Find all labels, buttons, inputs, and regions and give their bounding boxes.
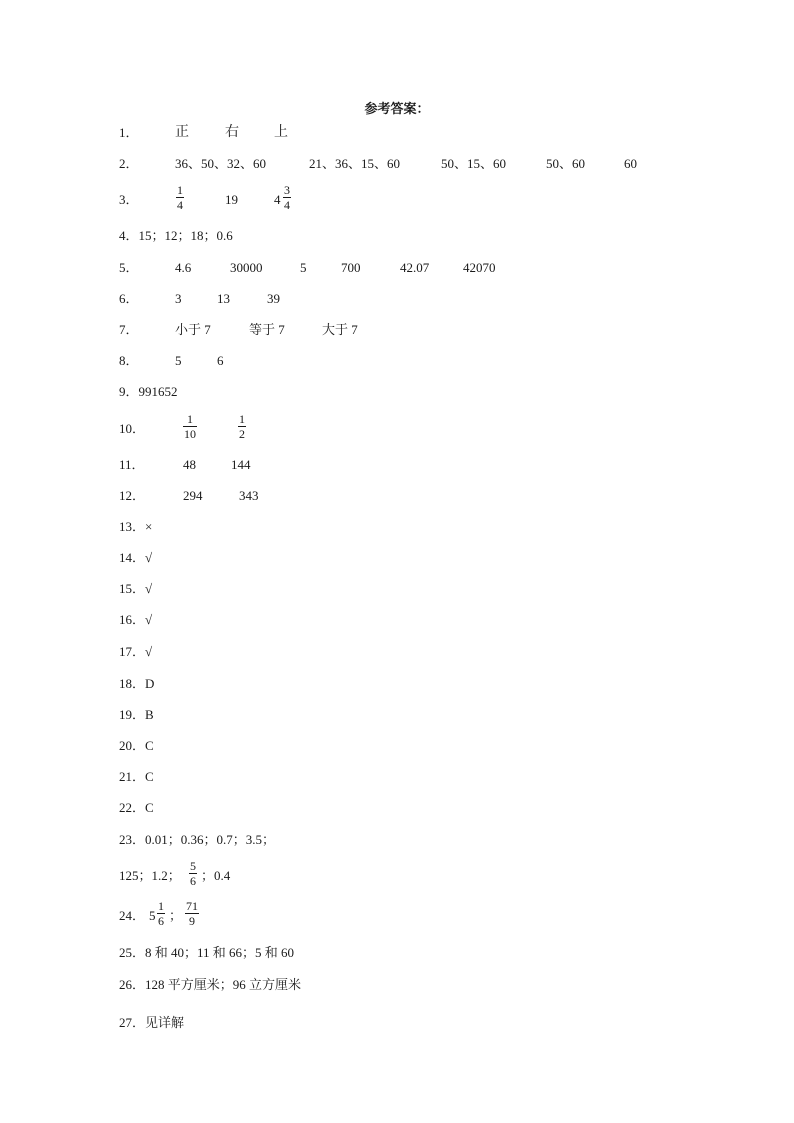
answer-item: 右 <box>225 125 239 140</box>
answer-row-1 <box>119 123 288 143</box>
answer-text: B <box>145 707 154 722</box>
answer-text: 125；1.2； <box>119 868 181 883</box>
question-number: 2． <box>119 156 139 171</box>
answer-text: 0.01；0.36；0.7；3.5； <box>145 832 276 847</box>
answer-row-26 <box>119 975 301 995</box>
answer-row-13 <box>119 517 152 537</box>
answer-text: √ <box>145 550 153 565</box>
question-number: 17． <box>119 644 146 659</box>
answer-row-11 <box>119 455 251 475</box>
answer-row-17 <box>119 642 152 662</box>
answer-text: √ <box>145 644 153 659</box>
fraction <box>238 412 246 441</box>
answer-item: 42.07 <box>400 260 430 275</box>
mixed-number-whole: 4 <box>274 192 281 207</box>
answer-item: 上 <box>274 125 288 140</box>
denominator: 4 <box>284 198 290 212</box>
numerator: 1 <box>177 183 183 197</box>
mixed-number-whole: 5 <box>149 908 156 923</box>
answer-text: C <box>145 769 154 784</box>
answer-item: 21、36、15、60 <box>309 156 401 171</box>
question-number: 4． <box>119 228 139 243</box>
question-number: 13． <box>119 519 146 534</box>
question-number: 26． <box>119 977 146 992</box>
fraction <box>189 859 197 888</box>
numerator: 1 <box>239 412 245 426</box>
answer-item: 294 <box>183 488 203 503</box>
answer-item: 700 <box>341 260 361 275</box>
question-number: 18． <box>119 676 146 691</box>
answer-row-23-line2 <box>119 859 231 888</box>
question-number: 7． <box>119 322 139 337</box>
question-number: 27． <box>119 1015 146 1030</box>
answer-text: C <box>145 738 154 753</box>
answer-item: 正 <box>175 125 189 140</box>
question-number: 1． <box>119 125 139 140</box>
page-title: 参考答案： <box>364 101 430 116</box>
fraction <box>157 899 165 928</box>
question-number: 8． <box>119 353 139 368</box>
answer-text: √ <box>145 612 153 627</box>
answer-item: 36、50、32、60 <box>175 156 267 171</box>
answer-item: 48 <box>183 457 196 472</box>
question-number: 24． <box>119 908 146 923</box>
question-number: 3． <box>119 192 139 207</box>
question-number: 10． <box>119 421 146 436</box>
question-number: 20． <box>119 738 146 753</box>
answer-row-24 <box>119 899 198 928</box>
question-number: 9． <box>119 384 139 399</box>
question-number: 23． <box>119 832 146 847</box>
answer-row-20 <box>119 736 154 756</box>
denominator: 10 <box>184 427 196 441</box>
denominator: 4 <box>177 198 183 212</box>
answer-row-22 <box>119 798 154 818</box>
answer-row-19 <box>119 705 154 725</box>
question-number: 21． <box>119 769 146 784</box>
answer-text: 8 和 40；11 和 66；5 和 60 <box>145 945 295 960</box>
answer-row-21 <box>119 767 154 787</box>
answer-item: 3 <box>175 291 182 306</box>
answer-row-25 <box>119 943 294 963</box>
fraction <box>176 183 184 212</box>
answer-row-9 <box>119 382 178 402</box>
answer-text: √ <box>145 581 153 596</box>
answer-row-15 <box>119 579 152 599</box>
answer-item: 19 <box>225 192 238 207</box>
numerator: 5 <box>190 859 196 873</box>
question-number: 22． <box>119 800 146 815</box>
answer-row-14 <box>119 548 152 568</box>
question-number: 12． <box>119 488 146 503</box>
answer-item: 大于 7 <box>322 322 358 337</box>
answer-text: 见详解 <box>145 1015 185 1030</box>
question-number: 19． <box>119 707 146 722</box>
answer-item: 13 <box>217 291 230 306</box>
answer-text: ；0.4 <box>201 868 231 883</box>
answer-item: 等于 7 <box>249 322 285 337</box>
numerator: 1 <box>187 412 193 426</box>
answer-row-3 <box>119 183 290 212</box>
answer-item: 39 <box>267 291 280 306</box>
answer-item: 144 <box>231 457 251 472</box>
answer-text: D <box>145 676 155 691</box>
denominator: 9 <box>189 914 195 928</box>
fraction <box>183 412 197 441</box>
answer-row-18 <box>119 674 154 694</box>
question-number: 16． <box>119 612 146 627</box>
answer-item: 42070 <box>463 260 496 275</box>
answer-text: 991652 <box>138 384 178 399</box>
numerator: 3 <box>284 183 290 197</box>
answer-row-16 <box>119 610 152 630</box>
answer-row-6 <box>119 289 280 309</box>
denominator: 2 <box>239 427 245 441</box>
answer-item: 6 <box>217 353 224 368</box>
answer-text: 15；12；18；0.6 <box>138 228 233 243</box>
denominator: 6 <box>190 874 196 888</box>
answer-text: × <box>145 519 153 534</box>
answer-item: 60 <box>624 156 637 171</box>
answer-item: 5 <box>175 353 182 368</box>
fraction <box>283 183 291 212</box>
fraction <box>185 899 199 928</box>
answer-row-4 <box>119 226 233 246</box>
question-number: 14． <box>119 550 146 565</box>
answer-row-10 <box>119 412 245 441</box>
question-number: 11． <box>119 457 145 472</box>
denominator: 6 <box>158 914 164 928</box>
answer-item: 小于 7 <box>175 322 211 337</box>
answer-item: 4.6 <box>175 260 192 275</box>
separator: ； <box>169 908 183 923</box>
answer-item: 5 <box>300 260 307 275</box>
numerator: 1 <box>158 899 164 913</box>
answer-row-2 <box>119 154 637 174</box>
answer-row-5 <box>119 258 496 278</box>
answer-text: 128 平方厘米；96 立方厘米 <box>145 977 302 992</box>
answer-item: 50、60 <box>546 156 586 171</box>
answer-row-7 <box>119 320 358 340</box>
answer-row-8 <box>119 351 224 371</box>
answer-text: C <box>145 800 154 815</box>
answer-row-12 <box>119 486 259 506</box>
answer-item: 50、15、60 <box>441 156 507 171</box>
answer-row-23 <box>119 830 275 850</box>
question-number: 5． <box>119 260 139 275</box>
answer-item: 343 <box>239 488 259 503</box>
question-number: 6． <box>119 291 139 306</box>
numerator: 71 <box>186 899 198 913</box>
question-number: 15． <box>119 581 146 596</box>
answer-row-27 <box>119 1013 184 1033</box>
answer-item: 30000 <box>230 260 263 275</box>
question-number: 25． <box>119 945 146 960</box>
